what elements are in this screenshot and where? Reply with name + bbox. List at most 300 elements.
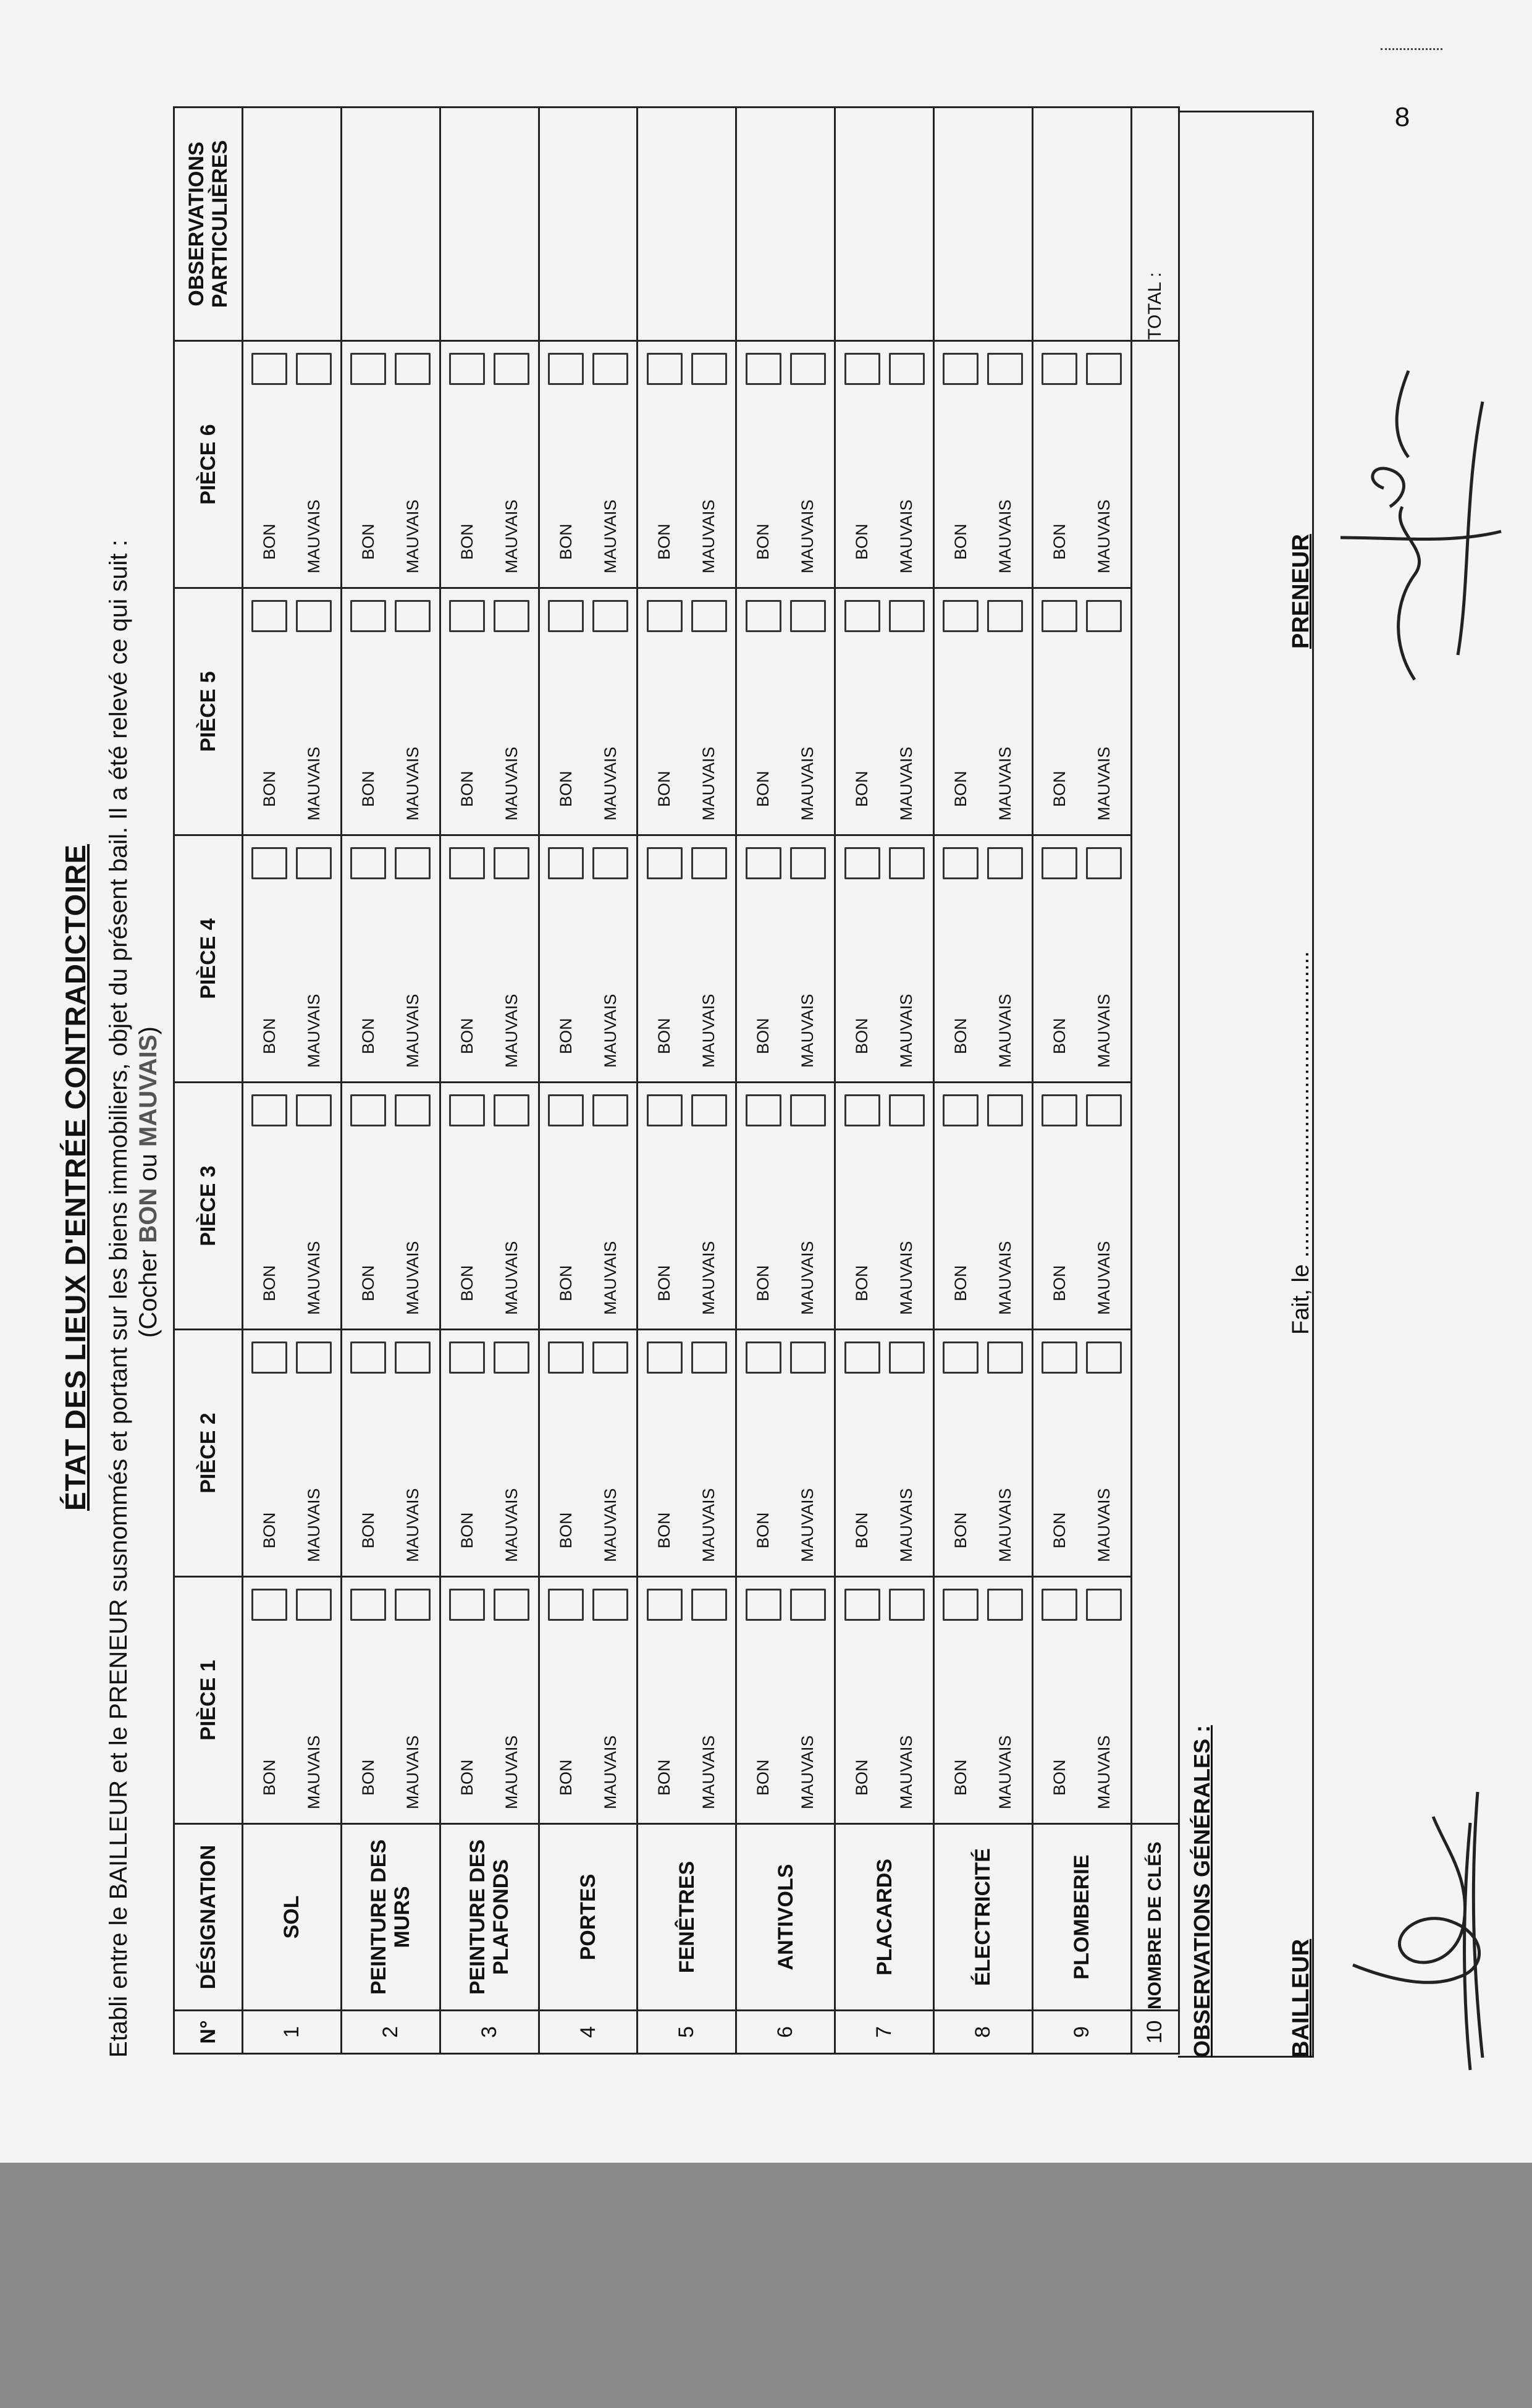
mauvais-option — [983, 1341, 1027, 1562]
bon-label: BON — [951, 523, 970, 560]
mauvais-label: MAUVAIS — [600, 994, 620, 1068]
mauvais-checkbox[interactable] — [691, 847, 727, 879]
mauvais-label: MAUVAIS — [600, 746, 620, 821]
bon-label: BON — [259, 771, 279, 807]
observations-cell[interactable] — [736, 108, 835, 341]
table-row — [341, 108, 440, 2054]
bon-checkbox[interactable] — [449, 353, 485, 385]
mauvais-option — [983, 600, 1027, 821]
bon-option — [840, 353, 885, 573]
bon-label: BON — [259, 1265, 279, 1301]
bon-label: BON — [655, 771, 674, 807]
bon-option — [938, 600, 983, 821]
mauvais-label: MAUVAIS — [897, 746, 916, 821]
mauvais-label: MAUVAIS — [995, 499, 1014, 573]
mauvais-checkbox[interactable] — [790, 847, 826, 879]
bon-checkbox[interactable] — [746, 353, 781, 385]
bon-option — [544, 1094, 588, 1315]
bon-option — [1037, 1094, 1082, 1315]
bon-option — [938, 1094, 983, 1315]
bon-checkbox[interactable] — [647, 847, 683, 879]
bon-option — [1037, 353, 1082, 573]
mauvais-checkbox[interactable] — [592, 600, 628, 632]
piece-1-cell — [1032, 1577, 1131, 1824]
piece-5-cell — [1032, 588, 1131, 835]
row-designation: ÉLECTRICITÉ — [934, 1824, 1033, 2011]
piece-5-cell — [835, 588, 934, 835]
table-row — [243, 108, 342, 2054]
mauvais-label: MAUVAIS — [995, 1241, 1014, 1315]
mauvais-checkbox[interactable] — [592, 1094, 628, 1126]
mauvais-checkbox[interactable] — [889, 1589, 925, 1621]
mauvais-checkbox[interactable] — [296, 600, 332, 632]
bon-checkbox[interactable] — [548, 1589, 584, 1621]
mauvais-label: MAUVAIS — [798, 1241, 817, 1315]
bon-option — [247, 353, 292, 573]
mauvais-option — [687, 600, 731, 821]
bon-checkbox[interactable] — [943, 600, 979, 632]
mauvais-label: MAUVAIS — [995, 746, 1014, 821]
bon-option — [346, 1094, 390, 1315]
mauvais-option — [885, 353, 929, 573]
mauvais-label: MAUVAIS — [995, 1488, 1014, 1562]
bon-option — [642, 847, 687, 1068]
bon-label: BON — [556, 771, 575, 807]
piece-2-cell — [341, 1330, 440, 1577]
piece-1-cell — [835, 1577, 934, 1824]
mauvais-checkbox[interactable] — [691, 1094, 727, 1126]
bon-checkbox[interactable] — [943, 1341, 979, 1374]
bon-checkbox[interactable] — [844, 1094, 880, 1126]
piece-5-cell — [243, 588, 342, 835]
bon-checkbox[interactable] — [449, 1094, 485, 1126]
bon-option — [642, 1094, 687, 1315]
table-header-row — [174, 108, 243, 2054]
mauvais-checkbox[interactable] — [494, 1589, 529, 1621]
mauvais-checkbox[interactable] — [987, 1094, 1023, 1126]
mauvais-option — [983, 1094, 1027, 1315]
table-row — [835, 108, 934, 2054]
mauvais-option — [687, 1589, 731, 1809]
piece-1-cell — [341, 1577, 440, 1824]
bon-checkbox[interactable] — [251, 1094, 287, 1126]
bon-checkbox[interactable] — [350, 600, 386, 632]
bon-label: BON — [556, 523, 575, 560]
bon-option — [247, 600, 292, 821]
fait-le-line: Fait, le ............................................... — [1288, 951, 1314, 1335]
bon-option — [445, 847, 489, 1068]
bon-label: BON — [951, 1512, 970, 1548]
bon-label: BON — [457, 523, 476, 560]
keys-row — [1131, 108, 1179, 2054]
mauvais-label: MAUVAIS — [699, 1241, 718, 1315]
bon-checkbox[interactable] — [943, 1094, 979, 1126]
bon-checkbox[interactable] — [746, 600, 781, 632]
bon-checkbox[interactable] — [943, 353, 979, 385]
bon-label: BON — [655, 1512, 674, 1548]
header-piece-1: PIÈCE 1 — [174, 1577, 243, 1824]
bon-checkbox[interactable] — [350, 847, 386, 879]
mauvais-label: MAUVAIS — [600, 499, 620, 573]
mauvais-checkbox[interactable] — [987, 353, 1023, 385]
piece-3-cell — [934, 1083, 1033, 1330]
mauvais-checkbox[interactable] — [395, 1589, 431, 1621]
observations-cell[interactable] — [1032, 108, 1131, 341]
row-designation: PORTES — [539, 1824, 638, 2011]
mauvais-label: MAUVAIS — [502, 746, 521, 821]
mauvais-label: MAUVAIS — [699, 499, 718, 573]
piece-6-cell — [835, 341, 934, 588]
piece-6-cell — [243, 341, 342, 588]
mauvais-checkbox[interactable] — [395, 1341, 431, 1374]
bon-option — [247, 1094, 292, 1315]
bon-checkbox[interactable] — [1042, 1589, 1077, 1621]
mauvais-option — [687, 1341, 731, 1562]
bon-checkbox[interactable] — [251, 1341, 287, 1374]
bon-label: BON — [655, 1759, 674, 1796]
piece-3-cell — [341, 1083, 440, 1330]
row-designation: SOL — [243, 1824, 342, 2011]
bon-label: BON — [655, 1018, 674, 1054]
bon-checkbox[interactable] — [746, 1589, 781, 1621]
mauvais-checkbox[interactable] — [296, 353, 332, 385]
piece-4-cell — [736, 835, 835, 1083]
mauvais-checkbox[interactable] — [1086, 1589, 1122, 1621]
bon-label: BON — [457, 771, 476, 807]
row-number: 6 — [736, 2011, 835, 2054]
mauvais-checkbox[interactable] — [889, 353, 925, 385]
mauvais-checkbox[interactable] — [494, 353, 529, 385]
inspection-table — [173, 106, 1180, 2055]
bon-checkbox[interactable] — [844, 847, 880, 879]
bon-checkbox[interactable] — [350, 353, 386, 385]
mauvais-checkbox[interactable] — [296, 1094, 332, 1126]
mauvais-option — [1082, 1589, 1126, 1809]
bon-checkbox[interactable] — [746, 847, 781, 879]
bon-checkbox[interactable] — [647, 1589, 683, 1621]
piece-2-cell — [638, 1330, 736, 1577]
observations-cell[interactable] — [341, 108, 440, 341]
piece-4-cell — [1032, 835, 1131, 1083]
mauvais-checkbox[interactable] — [691, 1589, 727, 1621]
piece-3-cell — [440, 1083, 539, 1330]
preneur-label: PRENEUR — [1288, 534, 1314, 649]
bon-label: BON — [556, 1512, 575, 1548]
mauvais-option — [588, 1094, 633, 1315]
header-observations: OBSERVATIONS PARTICULIÈRES — [174, 108, 243, 341]
mauvais-label: MAUVAIS — [798, 746, 817, 821]
row-number: 3 — [440, 2011, 539, 2054]
bon-label: BON — [358, 1512, 377, 1548]
bon-label: BON — [951, 1265, 970, 1301]
piece-1-cell — [736, 1577, 835, 1824]
bon-checkbox[interactable] — [844, 600, 880, 632]
header-piece-5: PIÈCE 5 — [174, 588, 243, 835]
mauvais-checkbox[interactable] — [987, 600, 1023, 632]
mauvais-option — [885, 600, 929, 821]
bon-checkbox[interactable] — [1042, 353, 1077, 385]
mauvais-option — [588, 353, 633, 573]
piece-2-cell — [243, 1330, 342, 1577]
bon-label: BON — [754, 771, 773, 807]
bon-checkbox[interactable] — [350, 1341, 386, 1374]
row-number: 9 — [1032, 2011, 1131, 2054]
header-piece-2: PIÈCE 2 — [174, 1330, 243, 1577]
mauvais-option — [292, 353, 336, 573]
bon-label: BON — [852, 771, 872, 807]
header-num: N° — [174, 2011, 243, 2054]
preneur-signature — [1316, 309, 1520, 692]
bon-option — [938, 1341, 983, 1562]
form-hint — [135, 843, 162, 1338]
mauvais-checkbox[interactable] — [296, 1589, 332, 1621]
piece-4-cell — [934, 835, 1033, 1083]
mauvais-label: MAUVAIS — [600, 1241, 620, 1315]
bon-checkbox[interactable] — [746, 1341, 781, 1374]
mauvais-label: MAUVAIS — [502, 1735, 521, 1809]
bon-option — [938, 847, 983, 1068]
row-designation: FENÊTRES — [638, 1824, 736, 2011]
mauvais-checkbox[interactable] — [592, 353, 628, 385]
mauvais-option — [786, 353, 830, 573]
bon-option — [741, 847, 786, 1068]
mauvais-checkbox[interactable] — [1086, 353, 1122, 385]
bon-checkbox[interactable] — [647, 600, 683, 632]
bon-label: BON — [1050, 1265, 1069, 1301]
header-designation: DÉSIGNATION — [174, 1824, 243, 2011]
bon-checkbox[interactable] — [350, 1094, 386, 1126]
bon-label: BON — [1050, 771, 1069, 807]
bon-checkbox[interactable] — [1042, 1341, 1077, 1374]
observations-cell[interactable] — [440, 108, 539, 341]
bon-option — [840, 1589, 885, 1809]
bon-option — [741, 600, 786, 821]
row-designation: PLOMBERIE — [1032, 1824, 1131, 2011]
mauvais-checkbox[interactable] — [592, 1589, 628, 1621]
hint-prefix: (Cocher — [135, 1243, 162, 1338]
bon-checkbox[interactable] — [251, 353, 287, 385]
bon-checkbox[interactable] — [1042, 847, 1077, 879]
bon-checkbox[interactable] — [449, 847, 485, 879]
mauvais-label: MAUVAIS — [1094, 1241, 1113, 1315]
table-row — [638, 108, 736, 2054]
mauvais-label: MAUVAIS — [995, 1735, 1014, 1809]
piece-5-cell — [539, 588, 638, 835]
mauvais-checkbox[interactable] — [790, 353, 826, 385]
mauvais-checkbox[interactable] — [691, 1341, 727, 1374]
bon-label: BON — [754, 1512, 773, 1548]
piece-1-cell — [243, 1577, 342, 1824]
mauvais-checkbox[interactable] — [987, 1341, 1023, 1374]
observations-cell[interactable] — [934, 108, 1033, 341]
mauvais-label: MAUVAIS — [897, 1735, 916, 1809]
bon-checkbox[interactable] — [943, 847, 979, 879]
bon-label: BON — [259, 1018, 279, 1054]
mauvais-checkbox[interactable] — [395, 847, 431, 879]
bon-option — [544, 1589, 588, 1809]
bon-checkbox[interactable] — [1042, 600, 1077, 632]
bon-option — [445, 1094, 489, 1315]
mauvais-option — [786, 600, 830, 821]
bon-option — [445, 353, 489, 573]
mauvais-checkbox[interactable] — [592, 1341, 628, 1374]
bon-option — [642, 600, 687, 821]
bon-option — [938, 353, 983, 573]
bon-checkbox[interactable] — [548, 1341, 584, 1374]
mauvais-checkbox[interactable] — [296, 1341, 332, 1374]
bon-option — [247, 847, 292, 1068]
mauvais-option — [390, 1094, 435, 1315]
mauvais-checkbox[interactable] — [889, 1341, 925, 1374]
observations-cell[interactable] — [638, 108, 736, 341]
mauvais-label: MAUVAIS — [304, 746, 323, 821]
piece-6-cell — [539, 341, 638, 588]
bon-option — [445, 1589, 489, 1809]
bon-checkbox[interactable] — [449, 1341, 485, 1374]
mauvais-label: MAUVAIS — [1094, 994, 1113, 1068]
piece-4-cell — [638, 835, 736, 1083]
bon-option — [544, 600, 588, 821]
mauvais-checkbox[interactable] — [889, 600, 925, 632]
mauvais-checkbox[interactable] — [395, 353, 431, 385]
bon-checkbox[interactable] — [548, 1094, 584, 1126]
bon-label: BON — [556, 1018, 575, 1054]
bon-option — [247, 1589, 292, 1809]
bon-checkbox[interactable] — [844, 1341, 880, 1374]
mauvais-label: MAUVAIS — [995, 994, 1014, 1068]
mauvais-label: MAUVAIS — [699, 994, 718, 1068]
bon-checkbox[interactable] — [251, 1589, 287, 1621]
mauvais-label: MAUVAIS — [502, 499, 521, 573]
mauvais-label: MAUVAIS — [403, 1241, 422, 1315]
bon-label: BON — [1050, 523, 1069, 560]
mauvais-label: MAUVAIS — [304, 1241, 323, 1315]
mauvais-checkbox[interactable] — [987, 1589, 1023, 1621]
mauvais-label: MAUVAIS — [897, 994, 916, 1068]
mauvais-checkbox[interactable] — [1086, 600, 1122, 632]
bon-checkbox[interactable] — [449, 1589, 485, 1621]
observations-cell[interactable] — [539, 108, 638, 341]
mauvais-checkbox[interactable] — [494, 600, 529, 632]
bon-checkbox[interactable] — [449, 600, 485, 632]
bon-checkbox[interactable] — [350, 1589, 386, 1621]
mauvais-checkbox[interactable] — [1086, 1094, 1122, 1126]
mauvais-option — [885, 1589, 929, 1809]
mauvais-option — [390, 1341, 435, 1562]
bon-checkbox[interactable] — [548, 847, 584, 879]
form-intro: Etabli entre le BAILLEUR et le PRENEUR susnommés et portant sur les biens immobiliers, objet du présent bail. Il a été relevé ce qui suit : — [105, 539, 132, 2058]
bon-checkbox[interactable] — [251, 847, 287, 879]
bon-checkbox[interactable] — [647, 1094, 683, 1126]
bon-label: BON — [852, 1512, 872, 1548]
mauvais-label: MAUVAIS — [502, 1488, 521, 1562]
mauvais-checkbox[interactable] — [494, 1094, 529, 1126]
piece-5-cell — [638, 588, 736, 835]
mauvais-option — [786, 1094, 830, 1315]
mauvais-checkbox[interactable] — [889, 847, 925, 879]
bon-checkbox[interactable] — [943, 1589, 979, 1621]
piece-4-cell — [243, 835, 342, 1083]
bon-label: BON — [754, 1265, 773, 1301]
observations-cell[interactable] — [835, 108, 934, 341]
mauvais-option — [983, 847, 1027, 1068]
mauvais-option — [390, 353, 435, 573]
hint-suffix: ) — [135, 1026, 162, 1035]
form-title: ÉTAT DES LIEUX D'ENTRÉE CONTRADICTOIRE — [59, 844, 91, 1511]
mauvais-option — [588, 600, 633, 821]
bon-label: BON — [852, 1018, 872, 1054]
mauvais-checkbox[interactable] — [987, 847, 1023, 879]
mauvais-checkbox[interactable] — [494, 1341, 529, 1374]
mauvais-option — [489, 1094, 534, 1315]
mauvais-option — [687, 1094, 731, 1315]
row-number: 8 — [934, 2011, 1033, 2054]
mauvais-label: MAUVAIS — [502, 994, 521, 1068]
mauvais-option — [885, 1341, 929, 1562]
bon-option — [247, 1341, 292, 1562]
mauvais-checkbox[interactable] — [592, 847, 628, 879]
mauvais-checkbox[interactable] — [296, 847, 332, 879]
mauvais-checkbox[interactable] — [790, 1094, 826, 1126]
mauvais-checkbox[interactable] — [691, 353, 727, 385]
bon-checkbox[interactable] — [647, 1341, 683, 1374]
bon-label: BON — [754, 523, 773, 560]
bon-checkbox[interactable] — [844, 353, 880, 385]
mauvais-checkbox[interactable] — [1086, 847, 1122, 879]
mauvais-checkbox[interactable] — [1086, 1341, 1122, 1374]
mauvais-option — [588, 1589, 633, 1809]
mauvais-option — [292, 600, 336, 821]
bon-checkbox[interactable] — [548, 600, 584, 632]
mauvais-checkbox[interactable] — [790, 600, 826, 632]
bon-label: BON — [358, 1265, 377, 1301]
mauvais-checkbox[interactable] — [889, 1094, 925, 1126]
bon-checkbox[interactable] — [647, 353, 683, 385]
keys-value-cell[interactable] — [1131, 341, 1179, 1824]
bon-option — [1037, 847, 1082, 1068]
bon-option — [741, 1094, 786, 1315]
piece-2-cell — [539, 1330, 638, 1577]
mauvais-checkbox[interactable] — [395, 1094, 431, 1126]
mauvais-checkbox[interactable] — [790, 1341, 826, 1374]
bon-checkbox[interactable] — [1042, 1094, 1077, 1126]
mauvais-label: MAUVAIS — [897, 1488, 916, 1562]
mauvais-option — [390, 847, 435, 1068]
bon-checkbox[interactable] — [548, 353, 584, 385]
mauvais-checkbox[interactable] — [790, 1589, 826, 1621]
piece-5-cell — [934, 588, 1033, 835]
bon-label: BON — [1050, 1759, 1069, 1796]
mauvais-option — [489, 600, 534, 821]
bon-checkbox[interactable] — [251, 600, 287, 632]
bon-label: BON — [951, 1018, 970, 1054]
mauvais-checkbox[interactable] — [494, 847, 529, 879]
piece-1-cell — [638, 1577, 736, 1824]
bon-option — [445, 600, 489, 821]
bon-checkbox[interactable] — [844, 1589, 880, 1621]
bon-label: BON — [951, 1759, 970, 1796]
piece-3-cell — [835, 1083, 934, 1330]
observations-cell[interactable] — [243, 108, 342, 341]
mauvais-checkbox[interactable] — [395, 600, 431, 632]
mauvais-option — [786, 1589, 830, 1809]
piece-1-cell — [539, 1577, 638, 1824]
hint-mauvais: MAUVAIS — [135, 1034, 162, 1147]
bon-checkbox[interactable] — [746, 1094, 781, 1126]
mauvais-label: MAUVAIS — [798, 1735, 817, 1809]
mauvais-label: MAUVAIS — [600, 1488, 620, 1562]
mauvais-checkbox[interactable] — [691, 600, 727, 632]
